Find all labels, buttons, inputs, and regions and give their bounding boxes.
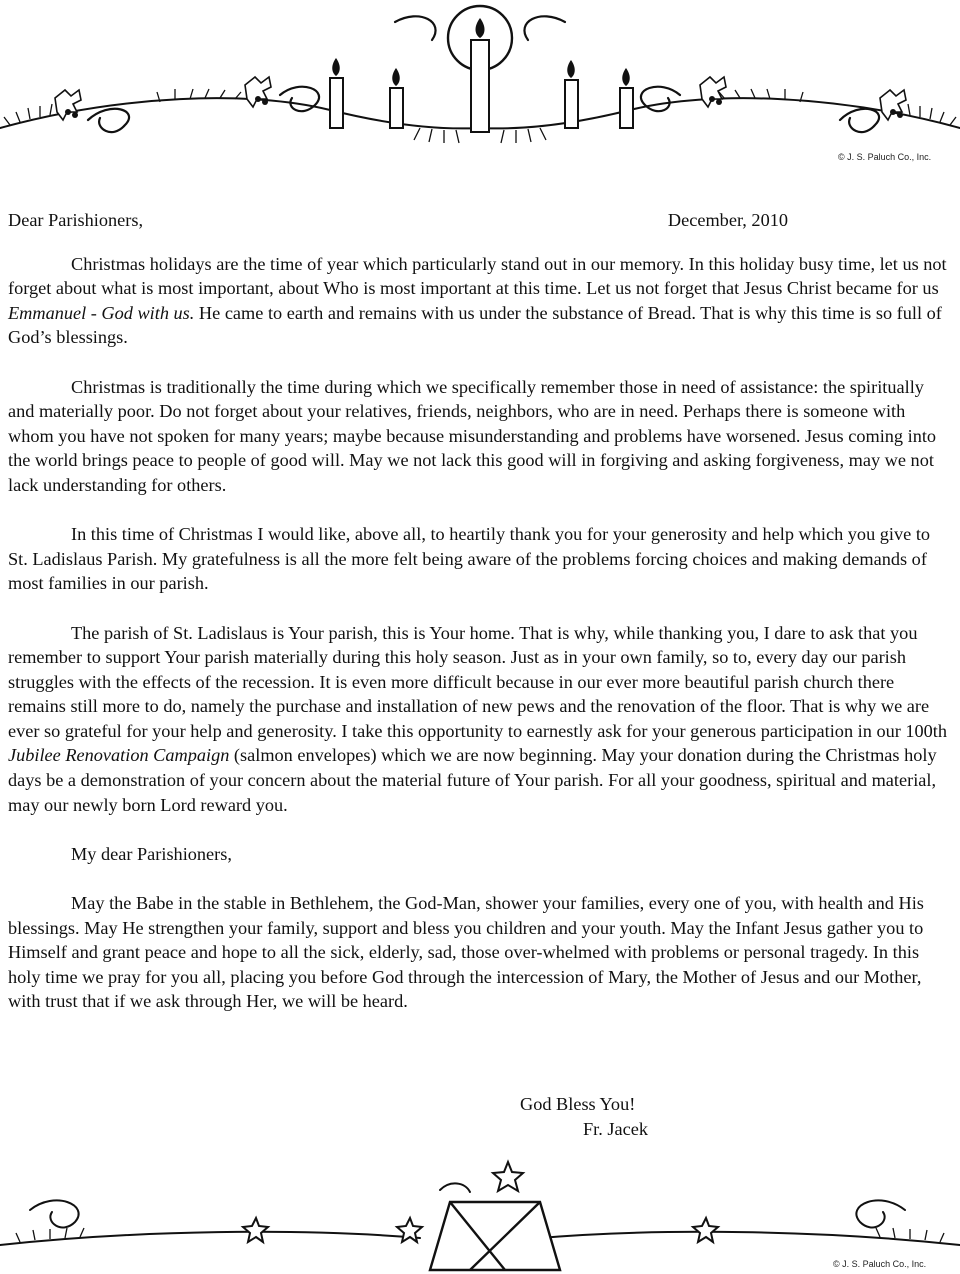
paragraph-1 [8, 252, 954, 350]
paragraph-2: Christmas is traditionally the time during which we specifically remember those in need of assistance: the spiritually and materially poor. Do not forget about your relatives, friends, neighbors, who are in need. Perhaps there is someone with whom you have not spoken for many years; maybe because misunderstanding and problems have worsened. Jesus coming into the world brings peace to people of good will. May we not lack this good will in forgiving and asking forgiveness, may we not lack understanding for others. [8, 376, 937, 495]
letter-body [8, 208, 954, 1014]
paragraph-4-text-a: The parish of St. Ladislaus is Your parish, this is Your home. That is why, while thanking you, I dare to ask that you remember to support Your parish materially during this holy season. Just as in your own family, so to, every day our parish struggles with the effects of the recession. It is even more difficult because in our ever more beautiful parish church there remains still more to do, namely the purchase and installation of new pews and the renovation of the floor. That is why we are ever so grateful for your help and generosity. I take this opportunity to earnestly ask for your generous participation in our 100th [8, 622, 948, 741]
copyright-notice-top: © J. S. Paluch Co., Inc. [838, 152, 932, 162]
paragraph-6: May the Babe in the stable in Bethlehem, the God-Man, shower your families, every one of you, with health and His blessings. May He strengthen your family, support and bless you children and your youth. May the Infant Jesus gather you to Himself and grant peace and hope to all the sick, elderly, sad, those over-whelmed with problems or personal tragedy. In this holy time we pray for you all, placing you before God through the intercession of Mary, the Mother of Jesus and our Mother, with trust that if we ask through Her, we will be heard. [8, 893, 924, 1012]
signature: Fr. Jacek [583, 1118, 648, 1139]
paragraph-3: In this time of Christmas I would like, above all, to heartily thank you for your generosity and help which you give to St. Ladislaus Parish. My gratefulness is all the more felt being aware of the problems forcing choices and making demands of most families in our parish. [8, 524, 931, 594]
paragraph-4-text-b: (salmon envelopes) which we are now beginning. May your donation during the Christmas holy days be a demonstration of your concern about the material future of Your parish. For all your goodness, spiritual and material, may our newly born Lord reward you. [8, 745, 937, 815]
sign-off [520, 1092, 648, 1141]
salutation: Dear Parishioners, [8, 210, 144, 230]
closing-line: God Bless You! [520, 1094, 636, 1114]
letter-date: December, 2010 [667, 210, 788, 230]
letter-heading [8, 208, 788, 233]
campaign-name: Jubilee Renovation Campaign [8, 745, 230, 766]
advent-candles-banner [0, 0, 960, 170]
paragraph-5: My dear Parishioners, [71, 843, 232, 864]
emmanuel-phrase: Emmanuel - God with us. [8, 302, 195, 323]
copyright-notice-bottom: © J. S. Paluch Co., Inc. [833, 1259, 927, 1269]
paragraph-1-text-b: He came to earth and remains with us under the substance of Bread. That is why this time is so full of God’s blessings. [8, 302, 942, 348]
paragraph-4 [8, 621, 954, 818]
manger-stars-banner [0, 1150, 960, 1274]
paragraph-1-text-a: Christmas holidays are the time of year which particularly stand out in our memory. In this holiday busy time, let us not forget about what is most important, about Who is most important at this time. Let us not forget that Jesus Christ became for us [8, 253, 947, 299]
